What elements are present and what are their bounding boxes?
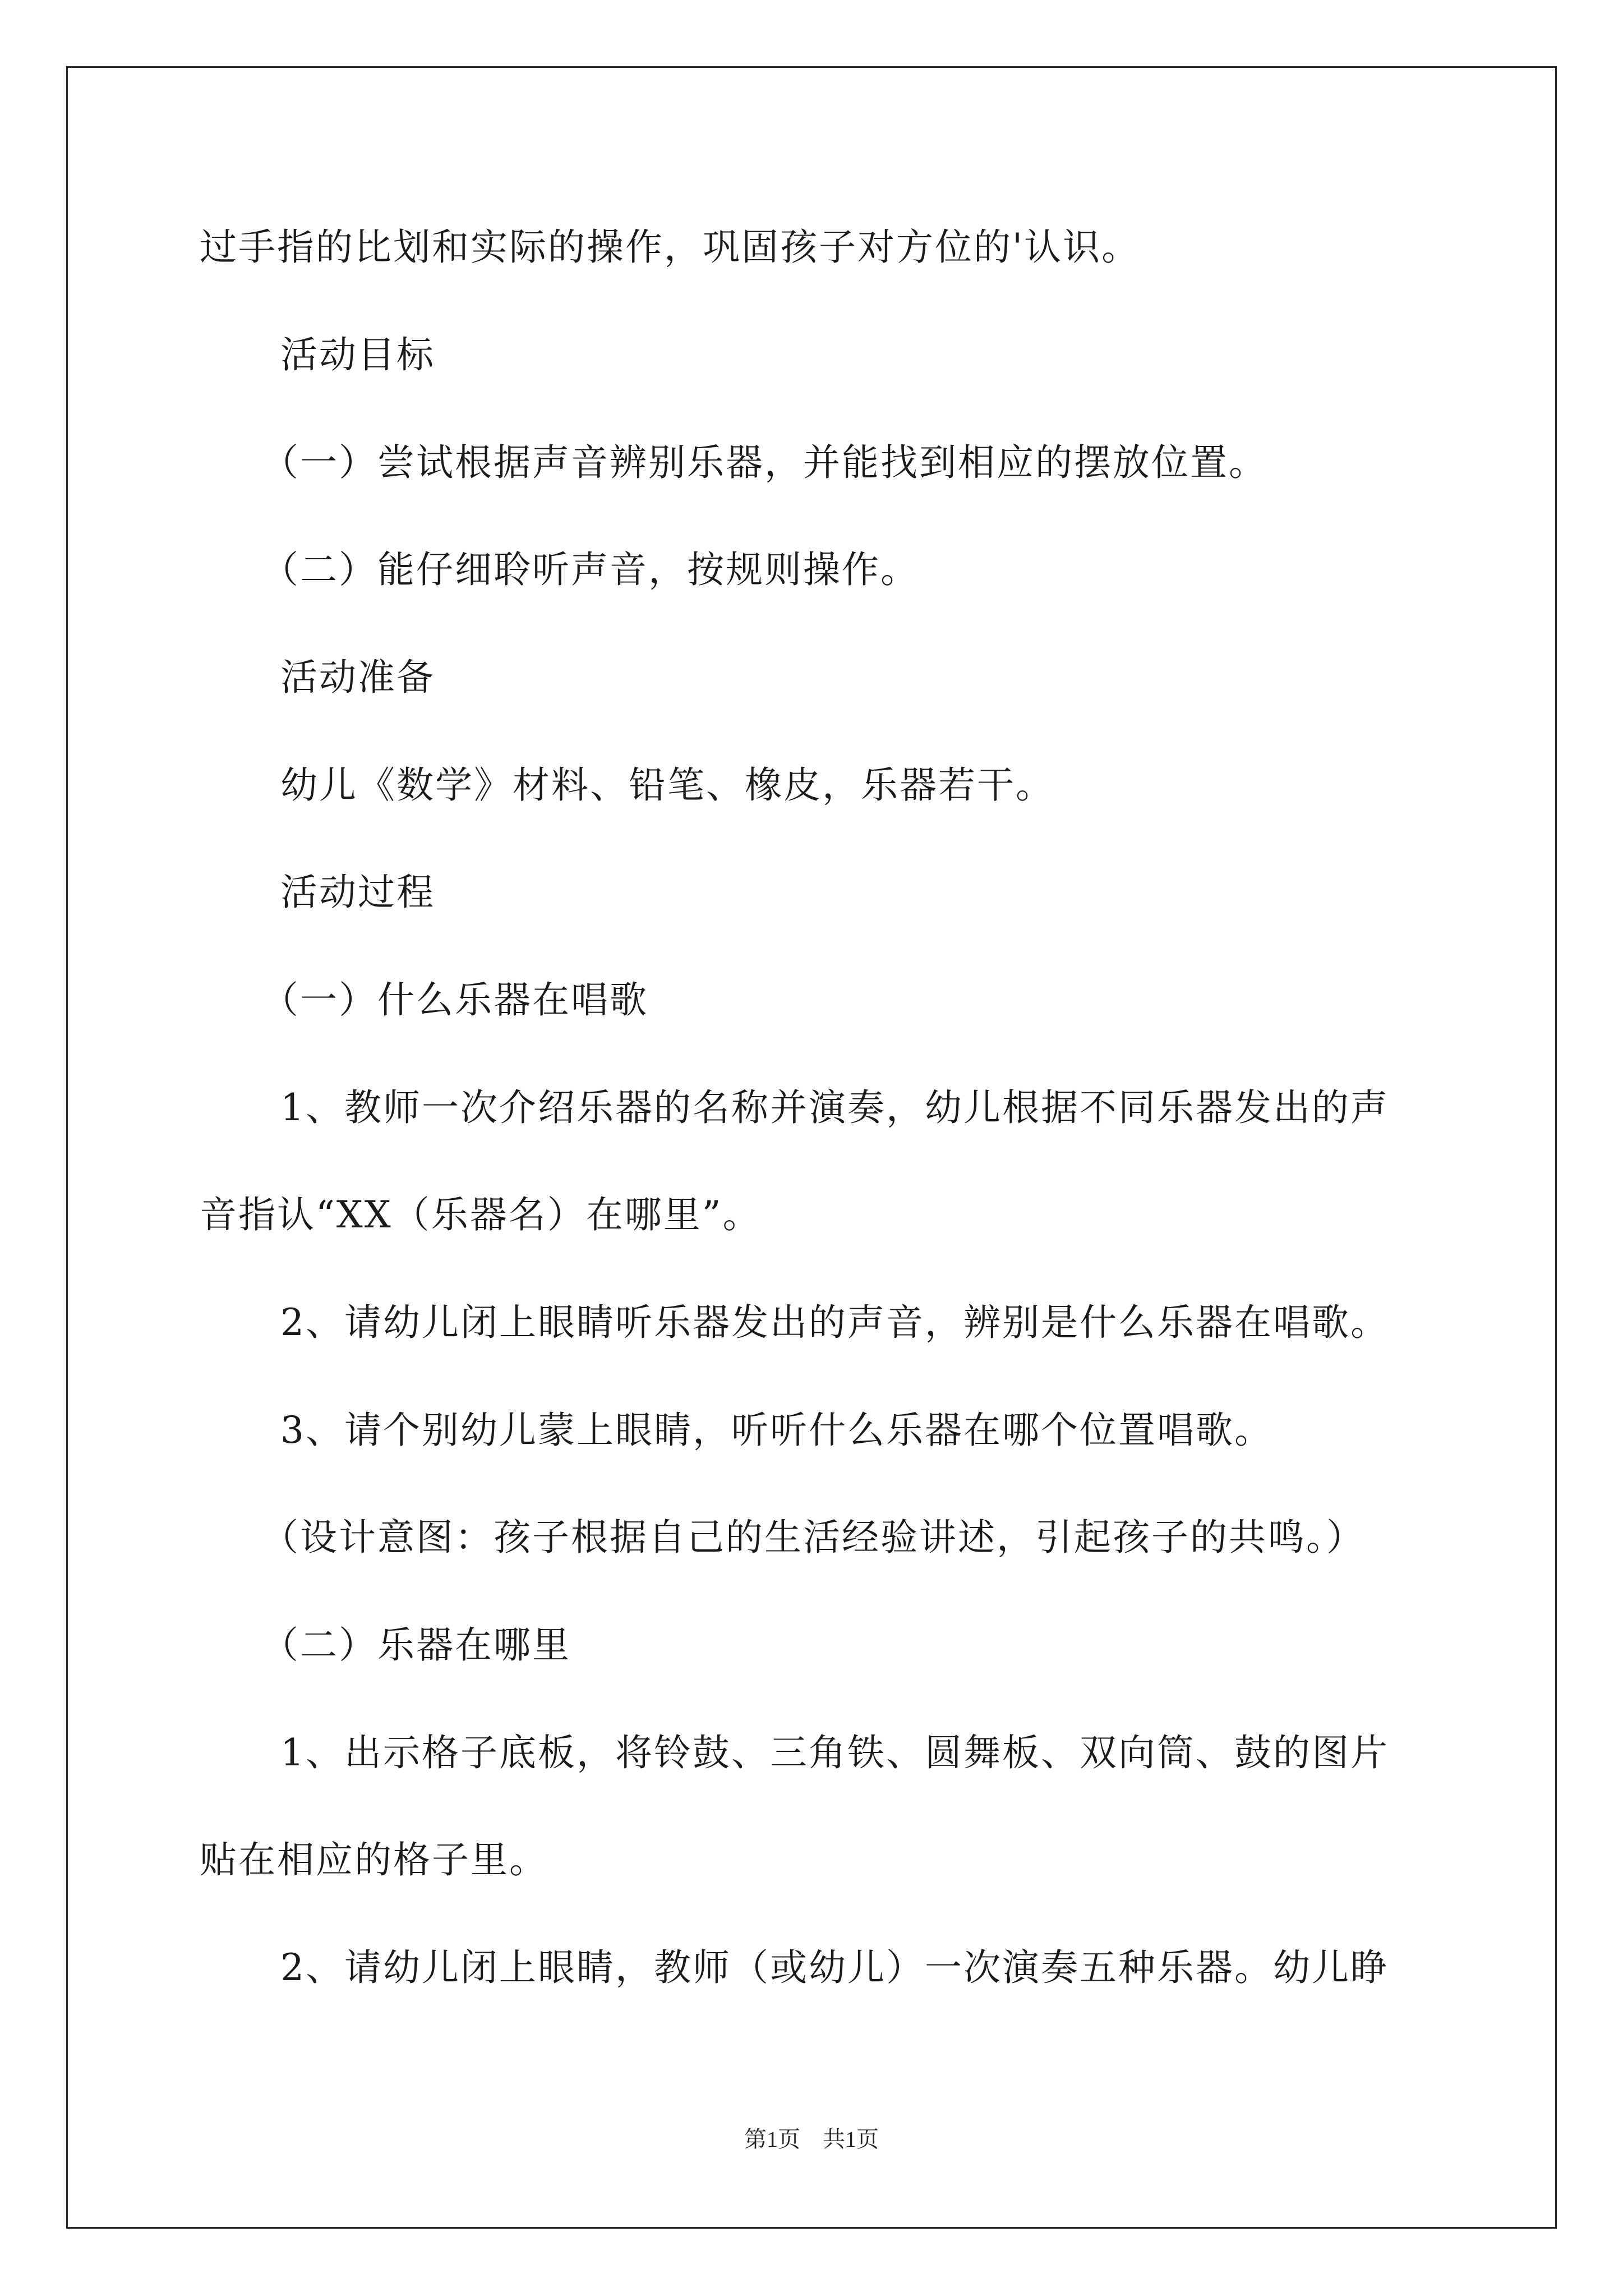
text-line: 音指认“XX（乐器名）在哪里”。 <box>200 1193 762 1236</box>
text-line: 1、教师一次介绍乐器的名称并演奏，幼儿根据不同乐器发出的声 <box>280 1086 1389 1129</box>
text-line: 过手指的比划和实际的操作，巩固孩子对方位的'认识。 <box>200 226 1141 269</box>
page-number: 第1页 共1页 <box>744 2127 879 2152</box>
text-line: （一）什么乐器在唱歌 <box>261 978 648 1022</box>
text-line: （设计意图：孩子根据自己的生活经验讲述，引起孩子的共鸣。） <box>261 1516 1365 1559</box>
text-line: 幼儿《数学》材料、铅笔、橡皮，乐器若干。 <box>280 763 1054 807</box>
text-line: （二）能仔细聆听声音，按规则操作。 <box>261 548 919 591</box>
text-line: 贴在相应的格子里。 <box>200 1838 548 1881</box>
text-line: 1、出示格子底板，将铃鼓、三角铁、圆舞板、双向筒、鼓的图片 <box>280 1731 1389 1774</box>
section-heading: 活动目标 <box>280 333 435 376</box>
text-line: 3、请个别幼儿蒙上眼睛，听听什么乐器在哪个位置唱歌。 <box>280 1409 1273 1452</box>
page-border <box>66 66 1557 2229</box>
section-heading: 活动过程 <box>280 871 435 914</box>
text-line: （一）尝试根据声音辨别乐器，并能找到相应的摆放位置。 <box>261 441 1267 484</box>
text-line: 2、请幼儿闭上眼睛，教师（或幼儿）一次演奏五种乐器。幼儿睁 <box>280 1946 1389 1989</box>
text-line: （二）乐器在哪里 <box>261 1623 571 1667</box>
text-line: 2、请幼儿闭上眼睛听乐器发出的声音，辨别是什么乐器在唱歌。 <box>280 1301 1389 1344</box>
section-heading: 活动准备 <box>280 656 435 699</box>
